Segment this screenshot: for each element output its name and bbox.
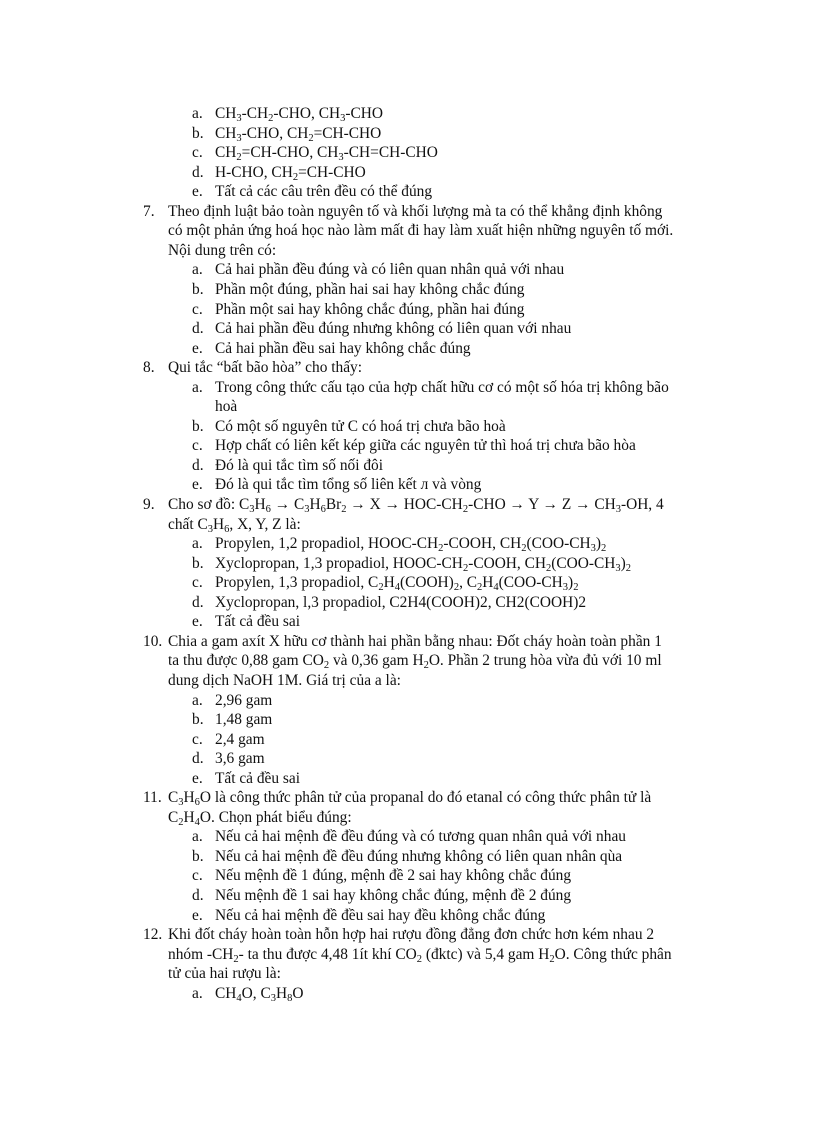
option-marker: d. — [192, 320, 204, 338]
subscript: 3 — [304, 504, 310, 515]
question-stem-continuation — [168, 515, 301, 535]
text-run: C — [168, 789, 179, 807]
text-run: tử của hai rượu là: — [168, 965, 281, 983]
subscript: 3 — [178, 797, 184, 809]
subscript: 6 — [224, 523, 230, 535]
question-stem-continuation — [168, 651, 662, 671]
text-run: H — [213, 515, 225, 533]
text-run: =CH-CHO, CH — [241, 144, 339, 162]
subscript: 2 — [308, 132, 314, 144]
line-text — [215, 730, 265, 750]
subscript: 3 — [615, 562, 621, 574]
option-marker: a. — [192, 378, 203, 396]
subscript: 6 — [320, 504, 326, 515]
line-text — [215, 300, 524, 320]
text-run: (COO-CH — [551, 554, 616, 572]
text-run: Xyclopropan, 1,3 propadiol, HOOC-CH — [215, 554, 463, 572]
line-text — [215, 280, 524, 300]
text-run: ) — [568, 574, 574, 592]
subscript: 8 — [287, 992, 293, 1004]
text-run: Nếu mệnh đề 1 sai hay không chắc đúng, mệnh đề 2 đúng — [215, 887, 572, 904]
line-text — [168, 202, 662, 222]
line-text — [168, 358, 362, 378]
option-marker: a. — [192, 105, 203, 122]
option-marker: c. — [192, 730, 203, 748]
line-text — [215, 319, 571, 339]
text-run: ta thu được 0,88 gam CO — [168, 652, 324, 670]
line-text — [215, 866, 571, 886]
text-run: (COOH) — [399, 574, 454, 592]
line-text — [215, 124, 381, 144]
line-text — [215, 163, 366, 183]
text-run: O. Phần 2 trung hòa vừa đủ với 10 ml — [428, 652, 662, 670]
text-run: H — [383, 574, 395, 592]
text-run: → X → HOC-CH — [346, 496, 463, 513]
text-run: → C — [270, 496, 305, 513]
text-run: Xyclopropan, l,3 propadiol, C2H4(COOH)2, CH2(COOH)2 — [215, 593, 587, 611]
option-marker: a. — [192, 828, 203, 846]
line-text — [168, 788, 651, 808]
subscript: 3 — [590, 543, 596, 555]
subscript: 3 — [236, 132, 242, 144]
line-text — [215, 260, 564, 280]
text-run: O — [292, 984, 304, 1002]
option-marker: b. — [192, 417, 204, 435]
text-run: Nội dung trên có: — [168, 241, 277, 259]
text-run: dung dịch NaOH 1M. Giá trị của a là: — [168, 671, 401, 689]
text-run: 3,6 gam — [215, 750, 265, 768]
subscript: 3 — [207, 523, 213, 535]
line-text — [215, 710, 272, 730]
text-run: Khi đốt cháy hoàn toàn hỗn hợp hai rượu đồng đẳng đơn chức hơn kém nhau 2 — [168, 926, 655, 944]
subscript: 2 — [341, 504, 347, 515]
subscript: 2 — [323, 660, 330, 672]
subscript: 2 — [477, 582, 483, 594]
text-run: H — [254, 496, 266, 513]
option-marker: a. — [192, 691, 203, 709]
text-run: Cả hai phần đều đúng và có liên quan nhân quả với nhau — [215, 261, 565, 279]
line-text — [215, 397, 237, 417]
question-stem-continuation — [168, 241, 276, 261]
line-text — [215, 456, 383, 476]
text-run: -CH=CH-CHO — [343, 144, 438, 162]
option-marker: b. — [192, 124, 204, 142]
line-text — [215, 769, 300, 789]
text-run: O. Công thức phân — [554, 945, 672, 963]
text-run: -CH — [241, 105, 269, 122]
subscript: 3 — [338, 152, 344, 164]
option-marker: d. — [192, 593, 204, 611]
text-run: 2,4 gam — [215, 730, 265, 748]
text-run: nhóm -CH — [168, 945, 234, 963]
text-run: , X, Y, Z là: — [229, 515, 301, 533]
text-run: hoà — [215, 398, 238, 416]
text-run: CH — [215, 984, 237, 1002]
option-marker: a. — [192, 261, 203, 279]
option-marker: c. — [192, 300, 203, 318]
text-run: H-CHO, CH — [215, 163, 293, 181]
text-run: Theo định luật bảo toàn nguyên tố và khối lượng mà ta có thể khẳng định không — [168, 202, 663, 220]
text-run: (COO-CH — [498, 574, 563, 592]
line-text — [215, 886, 571, 906]
line-text — [215, 104, 383, 124]
line-text — [215, 534, 606, 554]
text-run: Cả hai phần đều đúng nhưng không có liên quan với nhau — [215, 320, 572, 338]
question-stem-continuation — [168, 964, 281, 984]
text-run: H — [183, 808, 195, 826]
line-text — [215, 906, 545, 926]
text-run: -COOH, CH — [443, 535, 522, 553]
text-run: -COOH, CH — [468, 554, 546, 572]
option-marker: d. — [192, 750, 204, 768]
text-run: Tất cả đều sai — [215, 613, 301, 631]
text-run: -CHO → Y → Z → CH — [468, 496, 616, 513]
text-run: Tất cả các câu trên đều có thể đúng — [215, 183, 433, 201]
option-marker: b. — [192, 280, 204, 298]
text-run: Nếu cả hai mệnh đề đều đúng và có tương quan nhân quả với nhau — [215, 828, 626, 846]
text-run: -OH, 4 — [620, 496, 664, 513]
subscript: 3 — [562, 582, 569, 594]
subscript: 4 — [493, 582, 499, 594]
subscript: 2 — [236, 152, 242, 164]
text-run: H — [275, 984, 288, 1002]
text-run: , C — [459, 574, 478, 592]
subscript: 3 — [249, 504, 255, 515]
line-text — [168, 632, 662, 652]
subscript: 6 — [194, 797, 200, 809]
text-run: và 0,36 gam H — [329, 652, 424, 670]
option-marker: c. — [192, 144, 203, 162]
line-text — [215, 612, 300, 632]
text-run: Qui tắc “bất bão hòa” cho thấy: — [168, 359, 363, 377]
subscript: 3 — [340, 113, 346, 124]
text-run: O, C — [241, 984, 271, 1002]
text-run: H — [482, 574, 494, 592]
subscript: 2 — [601, 543, 607, 555]
text-run: Nếu mệnh đề 1 đúng, mệnh đề 2 sai hay không chắc đúng — [215, 867, 572, 885]
text-run: O. Chọn phát biểu đúng: — [199, 808, 352, 826]
line-text — [215, 475, 481, 495]
text-run: Đó là qui tắc tìm tổng số liên kết л và vòng — [215, 476, 482, 494]
text-run: -CHO, CH — [273, 105, 341, 122]
text-run: H — [309, 496, 321, 513]
line-text — [168, 495, 664, 515]
line-text — [215, 573, 578, 593]
text-run: =CH-CHO — [313, 124, 382, 142]
subscript: 2 — [573, 582, 579, 594]
option-marker: a. — [192, 984, 203, 1002]
option-marker: c. — [192, 437, 203, 455]
text-run: -CHO — [345, 105, 383, 122]
line-text — [215, 827, 626, 847]
option-marker: e. — [192, 183, 203, 201]
text-run: Cho sơ đồ: C — [168, 496, 250, 513]
text-run: có một phản ứng hoá học nào làm mất đi hay làm xuất hiện những nguyên tố mới. — [168, 222, 674, 240]
subscript: 4 — [394, 582, 400, 594]
subscript: 6 — [265, 504, 271, 515]
subscript: 2 — [549, 953, 555, 965]
subscript: 4 — [236, 992, 242, 1004]
text-run: Propylen, 1,3 propadiol, C — [215, 574, 379, 592]
subscript: 2 — [521, 543, 527, 555]
option-marker: b. — [192, 554, 204, 572]
subscript: 2 — [416, 953, 422, 965]
text-run: Hợp chất có liên kết kép giữa các nguyên tử thì hoá trị chưa bão hòa — [215, 437, 636, 455]
text-run: CH — [215, 124, 237, 142]
subscript: 2 — [378, 582, 384, 594]
text-run: 1,48 gam — [215, 711, 273, 729]
text-run: chất C — [168, 515, 208, 533]
option-marker: e. — [192, 906, 203, 924]
text-run: - ta thu được 4,48 1ít khí CO — [238, 945, 417, 963]
subscript: 2 — [438, 543, 444, 555]
text-run: CH — [215, 144, 237, 162]
text-run: Có một số nguyên tử C có hoá trị chưa bão hoà — [215, 417, 506, 435]
line-text — [215, 182, 432, 202]
line-text — [215, 339, 471, 359]
line-text — [215, 749, 265, 769]
subscript: 2 — [233, 953, 239, 965]
question-number: 11. — [143, 789, 162, 807]
subscript: 3 — [236, 113, 242, 124]
line-text — [215, 378, 669, 398]
subscript: 2 — [292, 171, 299, 183]
subscript: 2 — [423, 660, 429, 672]
text-run: Nếu cả hai mệnh đề đều sai hay đều không chắc đúng — [215, 906, 546, 924]
text-run: H — [183, 789, 195, 807]
question-stem-continuation — [168, 945, 672, 965]
option-marker: c. — [192, 574, 203, 592]
option-marker: e. — [192, 613, 203, 631]
text-run: CH — [215, 105, 237, 122]
option-marker: c. — [192, 867, 203, 885]
subscript: 2 — [268, 113, 274, 124]
text-run: ) — [620, 554, 626, 572]
question-number: 10. — [143, 632, 163, 650]
option-marker: d. — [192, 456, 204, 474]
subscript: 2 — [453, 582, 460, 594]
option-marker: b. — [192, 847, 204, 865]
option-marker: b. — [192, 711, 204, 729]
text-run: -CHO, CH — [241, 124, 309, 142]
text-run: Trong công thức cấu tạo của hợp chất hữu cơ có một số hóa trị không bão — [215, 378, 669, 396]
text-run: Chia a gam axít X hữu cơ thành hai phần bằng nhau: Đốt cháy hoàn toàn phần 1 — [168, 632, 662, 650]
subscript: 2 — [546, 562, 552, 574]
subscript: 3 — [615, 504, 621, 515]
line-text — [215, 554, 631, 574]
text-run: (đktc) và 5,4 gam H — [422, 945, 550, 963]
question-number: 8. — [143, 359, 155, 377]
line-text — [215, 691, 272, 711]
question-stem-continuation — [168, 221, 673, 241]
question-number: 12. — [143, 926, 163, 944]
line-text — [215, 143, 438, 163]
option-marker: e. — [192, 476, 203, 494]
text-run: =CH-CHO — [298, 163, 366, 181]
subscript: 2 — [462, 562, 469, 574]
text-run: C — [168, 808, 179, 826]
question-number: 7. — [143, 202, 155, 220]
text-run: 2,96 gam — [215, 691, 273, 709]
subscript: 3 — [270, 992, 276, 1004]
text-run: ) — [595, 535, 601, 553]
subscript: 2 — [462, 504, 469, 515]
question-stem-continuation — [168, 808, 352, 828]
text-run: Cả hai phần đều sai hay không chắc đúng — [215, 339, 471, 357]
line-text — [168, 925, 654, 945]
text-run: Phần một sai hay không chắc đúng, phần hai đúng — [215, 300, 525, 318]
line-text — [215, 417, 506, 437]
text-run: Phần một đúng, phần hai sai hay không chắc đúng — [215, 280, 525, 298]
option-marker: a. — [192, 535, 203, 553]
option-marker: e. — [192, 769, 203, 787]
text-run: Tất cả đều sai — [215, 769, 301, 787]
text-run: Đó là qui tắc tìm số nối đôi — [215, 456, 383, 474]
line-text — [215, 593, 586, 613]
subscript: 2 — [625, 562, 632, 574]
text-run: Nếu cả hai mệnh đề đều đúng nhưng không có liên quan nhân qùa — [215, 847, 623, 865]
option-marker: d. — [192, 887, 204, 904]
line-text — [215, 847, 622, 867]
line-text — [215, 984, 303, 1004]
text-run: O là công thức phân tử của propanal do đó etanal có công thức phân tử là — [199, 789, 652, 807]
option-marker: e. — [192, 339, 203, 357]
line-text — [215, 436, 636, 456]
question-number: 9. — [143, 496, 155, 513]
text-run: (COO-CH — [526, 535, 591, 553]
text-run: Br — [325, 496, 342, 513]
subscript: 2 — [178, 816, 184, 828]
subscript: 4 — [194, 816, 200, 828]
option-marker: d. — [192, 163, 204, 181]
text-run: Propylen, 1,2 propadiol, HOOC-CH — [215, 535, 439, 553]
question-stem-continuation — [168, 671, 401, 691]
